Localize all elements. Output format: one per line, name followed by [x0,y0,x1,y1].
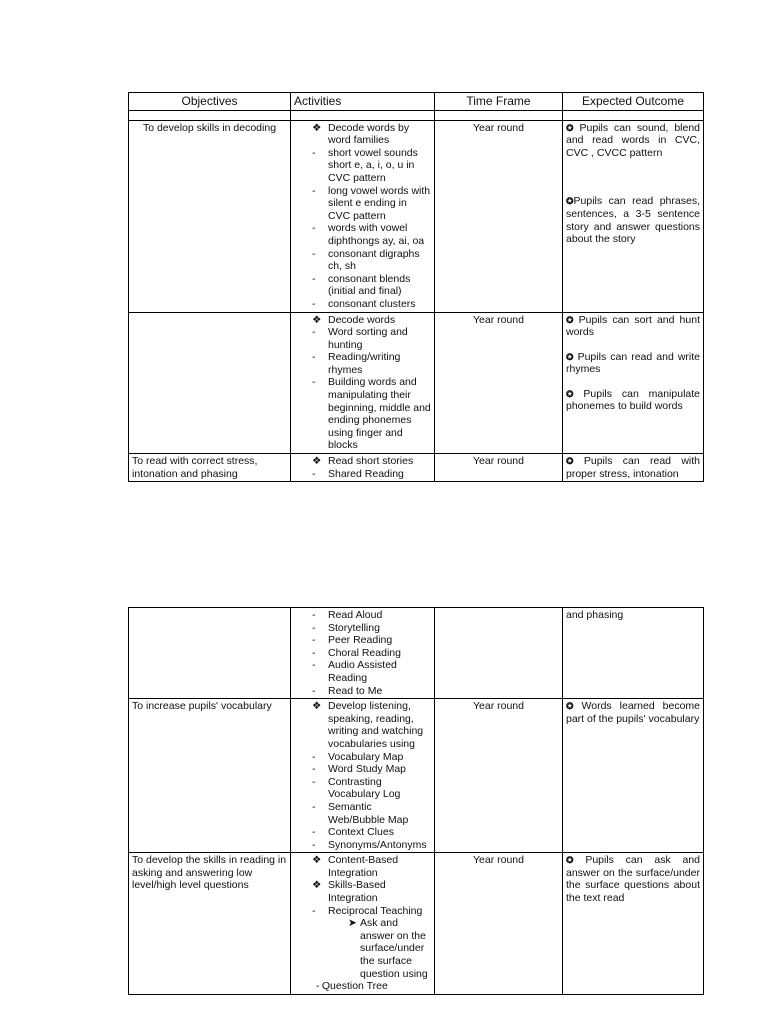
activity-subitem: ➤ Ask and answer on the surface/under the surface question using [348,917,428,980]
outcome-item: ✪ Pupils can read and write rhymes [566,350,700,376]
dash-bullet-icon: - [312,297,316,310]
dash-bullet-icon: - [312,351,316,364]
dash-bullet-icon: - [312,659,316,672]
table-row [129,454,704,482]
objective-cell: To develop the skills in reading in asking and answering low level/high level questions [129,853,291,995]
header-row [129,93,704,111]
activity-item: - Reciprocal Teaching [312,904,423,917]
dash-bullet-icon: - [312,826,316,839]
dash-bullet-icon: - [312,467,316,480]
outcome-item: ✪ Pupils can sort and hunt words [566,313,700,339]
activity-item: - long vowel words with silent e ending in CVC pattern [312,184,431,222]
activity-item: - Choral Reading [312,646,401,659]
outcome-item: ✪Pupils can read phrases, sentences, a 3-5 sentence story and answer questions about the story [566,195,700,246]
activity-item: ❖ Content-Based Integration [312,854,399,879]
outcome-item: ✪ Words learned become part of the pupils' vocabulary [566,700,700,725]
dash-bullet-icon: - [312,684,316,697]
diamond-bullet-icon: ❖ [312,455,322,468]
activity-item: - Read Aloud [312,609,383,621]
outcome-cell [563,608,704,699]
header-objectives: Objectives [129,93,291,111]
dash-bullet-icon: - [312,800,316,813]
activity-item: ❖ Skills-Based Integration [312,879,386,905]
outcome-item: ✪ Pupils can manipulate phonemes to build words [566,387,700,413]
time-frame-cell: Year round [435,454,563,482]
activities-cell [291,120,435,312]
activities-cell [291,853,435,995]
diamond-bullet-icon: ❖ [312,879,322,892]
table-row [129,699,704,853]
outcome-cell [563,699,704,853]
circle-bullet-icon: ✪ [566,456,574,467]
outcome-cell [563,120,704,312]
dash-bullet-icon: - [312,750,316,763]
dash-bullet-icon: - [312,326,316,339]
circle-bullet-icon: ✪ [566,351,574,362]
objective-cell [129,312,291,454]
activity-item: - Word sorting and hunting [312,326,408,351]
time-frame-cell: Year round [435,120,563,312]
header-activities: Activities [291,93,435,111]
activity-item: - Contrasting Vocabulary Log [312,775,401,801]
activities-cell [291,608,435,699]
activity-item: - Reading/writing rhymes [312,351,401,376]
table-row [129,120,704,312]
dash-bullet-icon: - [316,980,320,993]
outcome-cell [563,454,704,482]
outcome-item: and phasing [566,609,624,621]
activity-item: - Building words and manipulating their beginning, middle and ending phonemes using finger and blocks [312,376,431,452]
activity-item: - Word Study Map [312,763,407,776]
objective-cell: To increase pupils' vocabulary [129,699,291,853]
activity-item: - words with vowel diphthongs ay, ai, oa [312,222,425,247]
circle-bullet-icon: ✪ [566,701,574,712]
objective-cell [129,608,291,699]
dash-bullet-icon: - [312,621,316,634]
activity-item: - Question Tree [316,980,388,993]
activity-item: - Context Clues [312,826,394,839]
activity-item: - consonant digraphs ch, sh [312,247,420,273]
dash-bullet-icon: - [312,376,316,389]
activity-item: - Read to Me [312,684,383,697]
circle-bullet-icon: ✪ [566,855,574,866]
activity-item: - Synonyms/Antonyms [312,838,427,851]
activity-item: ❖ Decode words by word families [312,121,410,147]
header-expected-outcome: Expected Outcome [563,93,704,111]
activities-cell [291,312,435,454]
diamond-bullet-icon: ❖ [312,854,322,867]
activities-cell [291,454,435,482]
activity-item: - Vocabulary Map [312,750,404,763]
dash-bullet-icon: - [312,646,316,659]
spacer-row [129,110,704,120]
dash-bullet-icon: - [312,775,316,788]
dash-bullet-icon: - [312,184,316,197]
activity-item: - Semantic Web/Bubble Map [312,800,409,826]
outcome-cell [563,853,704,995]
dash-bullet-icon: - [312,838,316,851]
dash-bullet-icon: - [312,609,316,621]
activity-item: - Storytelling [312,621,380,634]
arrow-bullet-icon: ➤ [348,917,357,930]
activity-item: ❖ Decode words [312,313,396,326]
activities-cell [291,699,435,853]
header-time-frame: Time Frame [435,93,563,111]
table-row [129,312,704,454]
dash-bullet-icon: - [312,272,316,285]
outcome-item: ✪ Pupils can sound, blend and read words in CVC, CVC , CVCC pattern [566,121,701,159]
curriculum-table-top [128,92,704,482]
time-frame-cell: Year round [435,312,563,454]
outcome-item: ✪ Pupils can ask and answer on the surface/under the surface questions about the text read [566,854,700,905]
dash-bullet-icon: - [312,222,316,235]
diamond-bullet-icon: ❖ [312,700,322,713]
activity-item: - consonant blends (initial and final) [312,272,411,298]
circle-bullet-icon: ✪ [566,388,574,399]
activity-item: ❖ Read short stories [312,455,414,468]
activity-item: ❖ Develop listening, speaking, reading, writing and watching vocabularies using [312,700,424,750]
activity-item: - Peer Reading [312,634,393,647]
curriculum-table-bottom [128,607,704,995]
activity-item: - short vowel sounds short e, a, i, o, u in CVC pattern [312,146,418,184]
outcome-cell [563,312,704,454]
objective-cell: To read with correct stress, intonation and phasing [129,454,291,482]
activity-item: - Audio Assisted Reading [312,659,397,684]
dash-bullet-icon: - [312,634,316,647]
circle-bullet-icon: ✪ [566,314,574,325]
dash-bullet-icon: - [312,247,316,260]
objective-cell: To develop skills in decoding [129,120,291,312]
outcome-item: ✪ Pupils can read with proper stress, intonation [566,455,700,480]
activity-item: - consonant clusters [312,297,416,310]
table-row [129,608,704,699]
time-frame-cell: Year round [435,699,563,853]
diamond-bullet-icon: ❖ [312,121,322,134]
activity-item: - Shared Reading [312,467,404,480]
circle-bullet-icon: ✪ [566,196,574,207]
circle-bullet-icon: ✪ [566,122,574,133]
time-frame-cell: Year round [435,853,563,995]
dash-bullet-icon: - [312,763,316,776]
table-row [129,853,704,995]
dash-bullet-icon: - [312,904,316,917]
time-frame-cell [435,608,563,699]
diamond-bullet-icon: ❖ [312,313,322,326]
dash-bullet-icon: - [312,146,316,159]
